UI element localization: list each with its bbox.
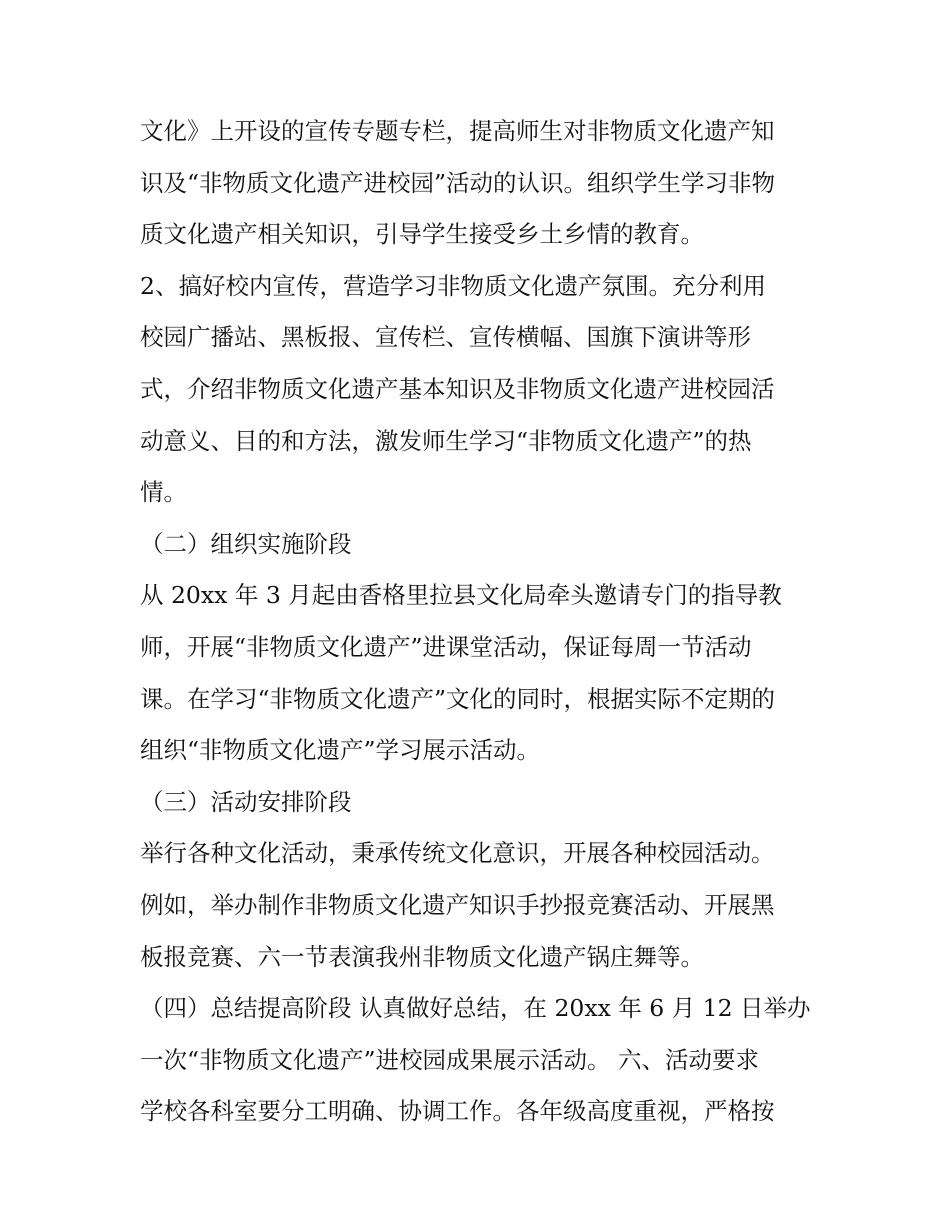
text-line: 例如，举办制作非物质文化遗产知识手抄报竞赛活动、开展黑	[140, 890, 775, 919]
section-heading: （二）组织实施阶段	[140, 529, 352, 558]
section-heading: （三）活动安排阶段	[140, 787, 352, 816]
text-line: 板报竞赛、六一节表演我州非物质文化遗产锅庄舞等。	[140, 942, 704, 971]
text-line: 课。在学习“非物质文化遗产”文化的同时，根据实际不定期的	[140, 684, 776, 713]
text-line: 式，介绍非物质文化遗产基本知识及非物质文化遗产进校园活	[140, 374, 775, 403]
text-line: 文化》上开设的宣传专题专栏，提高师生对非物质文化遗产知	[140, 117, 775, 145]
text-line: 识及“非物质文化遗产进校园”活动的认识。组织学生学习非物	[140, 168, 776, 197]
document-body	[140, 106, 820, 1138]
text-line: 质文化遗产相关知识，引导学生接受乡土乡情的教育。	[140, 220, 704, 249]
text-line: 动意义、目的和方法，激发师生学习“非物质文化遗产”的热	[140, 426, 752, 455]
text-line: 举行各种文化活动，秉承传统文化意识，开展各种校园活动。	[140, 839, 775, 868]
text-line: 学校各科室要分工明确、协调工作。各年级高度重视，严格按	[140, 1097, 775, 1126]
text-line: 师，开展“非物质文化遗产”进课堂活动，保证每周一节活动	[140, 632, 752, 661]
text-line: 从 20xx 年 3 月起由香格里拉县文化局牵头邀请专门的指导教	[140, 581, 782, 610]
text-line: 校园广播站、黑板报、宣传栏、宣传横幅、国旗下演讲等形	[140, 323, 751, 352]
text-line: 2、搞好校内宣传，营造学习非物质文化遗产氛围。充分利用	[140, 271, 766, 300]
text-line: （四）总结提高阶段 认真做好总结，在 20xx 年 6 月 12 日举办	[140, 994, 811, 1023]
text-line: 一次“非物质文化遗产”进校园成果展示活动。 六、活动要求	[140, 1045, 759, 1074]
text-line: 情。	[140, 478, 187, 507]
text-line: 组织“非物质文化遗产”学习展示活动。	[140, 736, 541, 765]
